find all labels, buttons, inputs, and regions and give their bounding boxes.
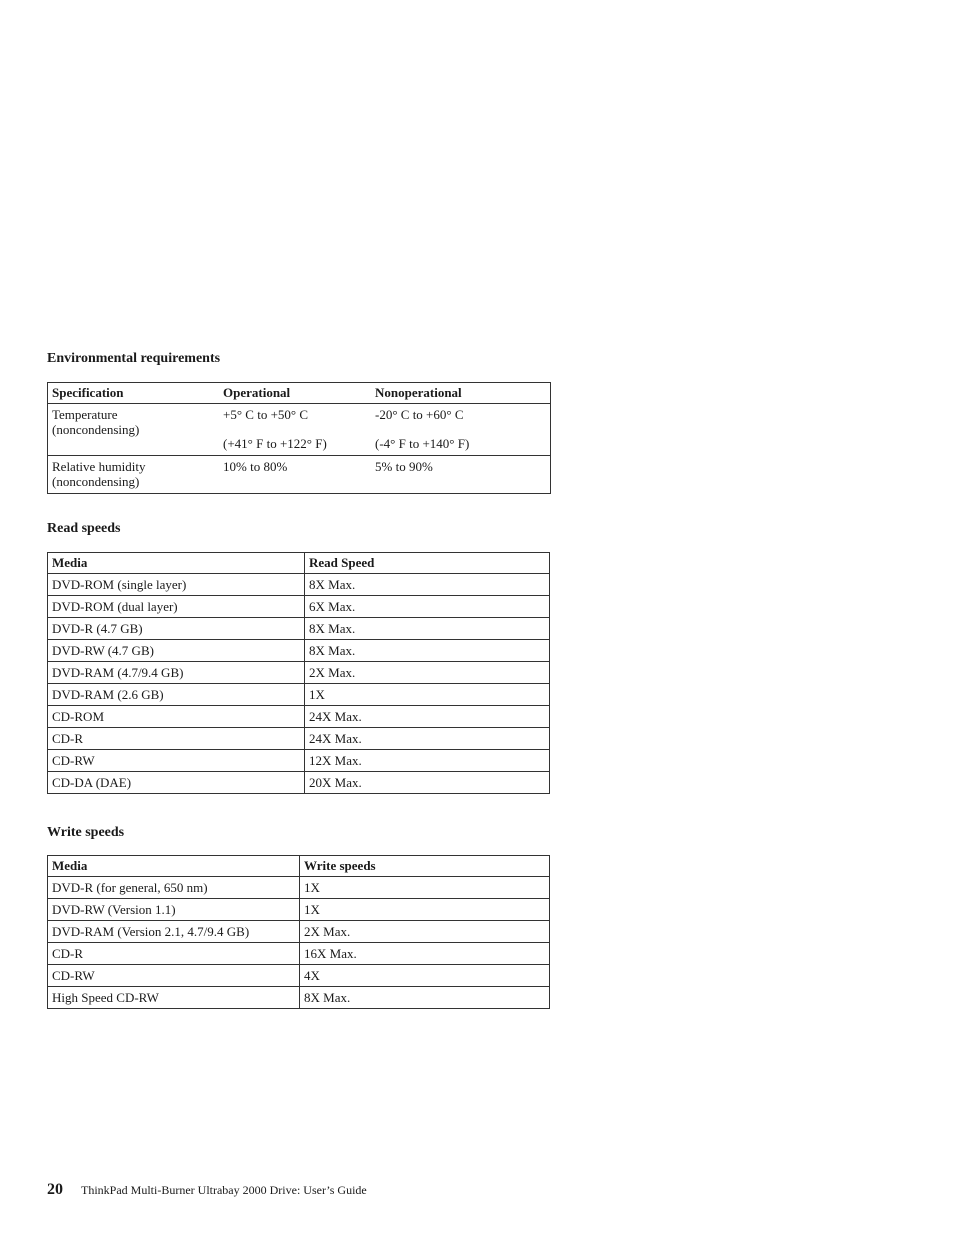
- column-header: Read Speed: [305, 553, 550, 574]
- table-row: [48, 404, 551, 456]
- table-row: [48, 662, 550, 684]
- column-header: Media: [48, 856, 300, 877]
- environmental-table: [47, 382, 551, 494]
- table-row: [48, 987, 550, 1009]
- table-cell: 8X Max.: [305, 618, 550, 640]
- column-header: Write speeds: [300, 856, 550, 877]
- table-cell: CD-R: [48, 728, 305, 750]
- table-row: [48, 877, 550, 899]
- table-cell: CD-ROM: [48, 706, 305, 728]
- table-cell: [48, 456, 220, 494]
- table-cell: 24X Max.: [305, 706, 550, 728]
- table-row: [48, 706, 550, 728]
- page-footer: [47, 1181, 367, 1199]
- table-cell: High Speed CD-RW: [48, 987, 300, 1009]
- table-cell: DVD-R (for general, 650 nm): [48, 877, 300, 899]
- cell-text: 10% to 80%: [223, 459, 288, 474]
- table-cell: DVD-RAM (Version 2.1, 4.7/9.4 GB): [48, 921, 300, 943]
- cell-text: +5° C to +50° C: [223, 407, 309, 422]
- table-cell: 2X Max.: [305, 662, 550, 684]
- cell-text: 5% to 90%: [375, 459, 433, 474]
- table-cell: 8X Max.: [300, 987, 550, 1009]
- table-cell: CD-RW: [48, 965, 300, 987]
- table-row: [48, 899, 550, 921]
- table-cell: 16X Max.: [300, 943, 550, 965]
- table-row: [48, 750, 550, 772]
- table-header-row: [48, 383, 551, 404]
- table-row: [48, 965, 550, 987]
- table-cell: 1X: [300, 899, 550, 921]
- table-cell: CD-RW: [48, 750, 305, 772]
- write-speeds-heading: Write speeds: [47, 825, 125, 840]
- table-cell: 2X Max.: [300, 921, 550, 943]
- table-cell: DVD-RAM (2.6 GB): [48, 684, 305, 706]
- table-cell: 6X Max.: [305, 596, 550, 618]
- table-cell: 1X: [305, 684, 550, 706]
- table-cell: DVD-ROM (single layer): [48, 574, 305, 596]
- read-speeds-heading: Read speeds: [47, 521, 121, 536]
- write-speeds-table: [47, 855, 550, 1009]
- table-cell: DVD-RAM (4.7/9.4 GB): [48, 662, 305, 684]
- table-cell: 8X Max.: [305, 574, 550, 596]
- cell-text: (-4° F to +140° F): [375, 436, 470, 451]
- environmental-heading: Environmental requirements: [47, 351, 221, 366]
- cell-text: (+41° F to +122° F): [223, 436, 327, 451]
- table-cell: DVD-R (4.7 GB): [48, 618, 305, 640]
- table-cell: DVD-ROM (dual layer): [48, 596, 305, 618]
- table-cell: DVD-RW (Version 1.1): [48, 899, 300, 921]
- table-cell: CD-R: [48, 943, 300, 965]
- table-row: [48, 596, 550, 618]
- table-row: [48, 618, 550, 640]
- table-cell: 8X Max.: [305, 640, 550, 662]
- table-header-row: [48, 553, 550, 574]
- document-title: ThinkPad Multi-Burner Ultrabay 2000 Drive: User’s Guide: [81, 1183, 367, 1197]
- column-header: Operational: [219, 383, 371, 404]
- table-row: [48, 772, 550, 794]
- table-cell: [371, 404, 551, 456]
- table-cell: DVD-RW (4.7 GB): [48, 640, 305, 662]
- table-row: [48, 943, 550, 965]
- table-cell: 4X: [300, 965, 550, 987]
- read-speeds-table: [47, 552, 550, 794]
- table-row: [48, 684, 550, 706]
- table-cell: [219, 456, 371, 494]
- cell-text: -20° C to +60° C: [375, 407, 464, 422]
- table-row: [48, 456, 551, 494]
- table-cell: [219, 404, 371, 456]
- column-header: Nonoperational: [371, 383, 551, 404]
- column-header: Specification: [48, 383, 220, 404]
- page-number: 20: [47, 1181, 63, 1198]
- table-cell: [371, 456, 551, 494]
- table-cell: CD-DA (DAE): [48, 772, 305, 794]
- table-header-row: [48, 856, 550, 877]
- table-cell: [48, 404, 220, 456]
- table-row: [48, 574, 550, 596]
- column-header: Media: [48, 553, 305, 574]
- cell-text: Relative humidity (noncondensing): [52, 459, 146, 489]
- cell-text: Temperature (noncondensing): [52, 407, 140, 437]
- table-row: [48, 728, 550, 750]
- table-row: [48, 640, 550, 662]
- table-cell: 20X Max.: [305, 772, 550, 794]
- table-row: [48, 921, 550, 943]
- table-cell: 1X: [300, 877, 550, 899]
- table-cell: 12X Max.: [305, 750, 550, 772]
- table-cell: 24X Max.: [305, 728, 550, 750]
